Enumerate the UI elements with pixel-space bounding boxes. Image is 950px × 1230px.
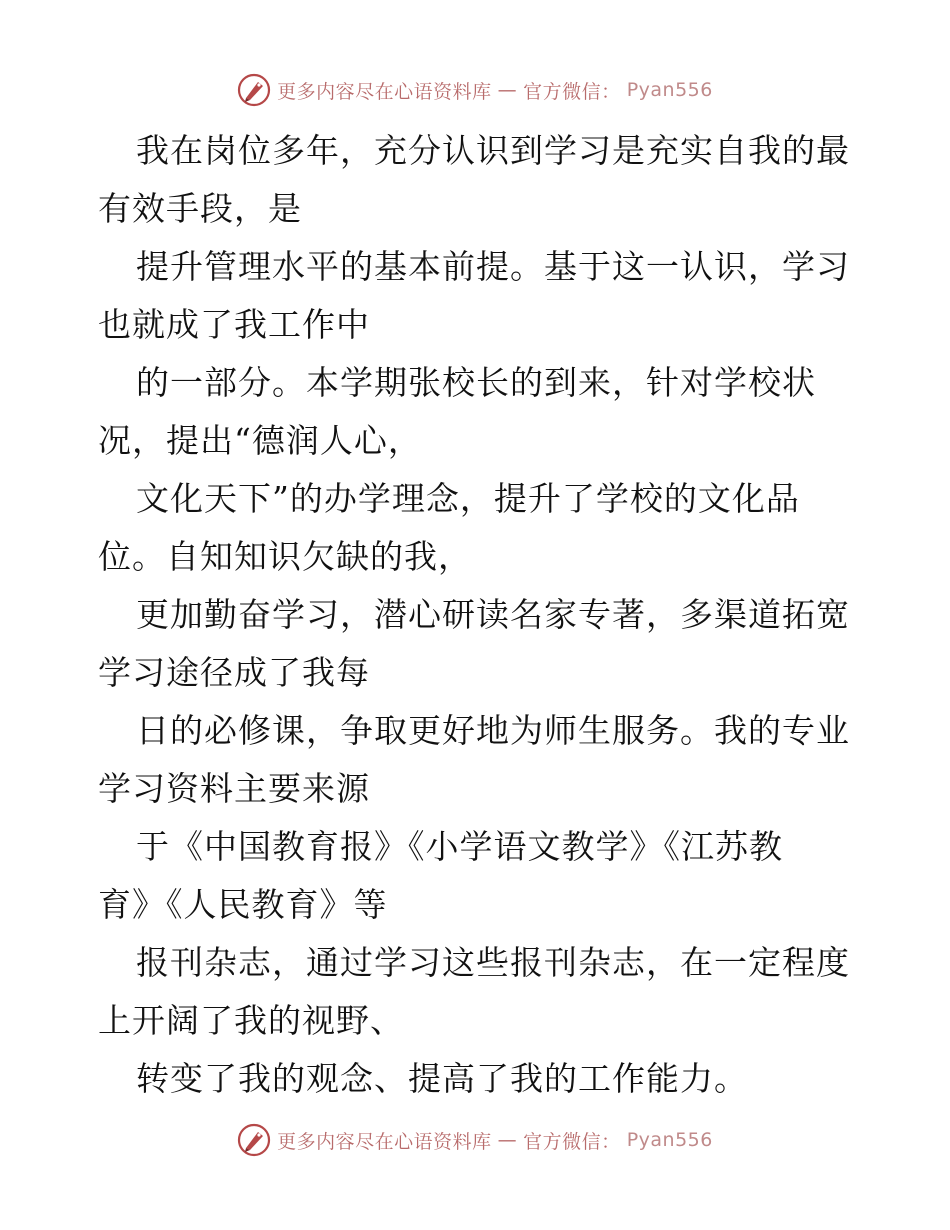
body-line: 位。自知知识欠缺的我，	[98, 537, 472, 576]
body-line: 我在岗位多年，充分认识到学习是充实自我的最	[136, 131, 850, 170]
document-body	[98, 122, 858, 1108]
watermark-label: 官方微信：	[523, 80, 621, 103]
body-line: 学习途径成了我每	[98, 653, 370, 692]
watermark-separator: —	[497, 1129, 518, 1151]
body-line: 的一部分。本学期张校长的到来，针对学校状	[136, 363, 816, 402]
body-line: 也就成了我工作中	[98, 305, 370, 344]
body-line: 有效手段，是	[98, 189, 302, 228]
pen-nib-logo-icon	[237, 1123, 271, 1157]
page-header	[0, 70, 950, 110]
page-footer	[0, 1120, 950, 1160]
body-line: 于《中国教育报》《小学语文教学》《江苏教	[136, 827, 783, 866]
body-line: 更加勤奋学习，潜心研读名家专著，多渠道拓宽	[136, 595, 850, 634]
body-line: 上开阔了我的视野、	[98, 1001, 404, 1040]
watermark-label: 官方微信：	[523, 1130, 621, 1153]
watermark-wechat-id: Pyan556	[626, 79, 713, 101]
body-line: 况，提出“德润人心，	[98, 421, 422, 460]
watermark-site-text: 更多内容尽在心语资料库	[277, 1130, 492, 1153]
header-watermark	[237, 73, 713, 107]
body-line: 育》《人民教育》等	[98, 885, 388, 924]
body-line: 报刊杂志，通过学习这些报刊杂志，在一定程度	[136, 943, 850, 982]
body-line: 提升管理水平的基本前提。基于这一认识，学习	[136, 247, 850, 286]
footer-watermark	[237, 1123, 713, 1157]
body-line: 文化天下”的办学理念，提升了学校的文化品	[136, 479, 800, 518]
body-line: 日的必修课，争取更好地为师生服务。我的专业	[136, 711, 850, 750]
watermark-separator: —	[497, 79, 518, 101]
pen-nib-logo-icon	[237, 73, 271, 107]
body-line: 转变了我的观念、提高了我的工作能力。	[136, 1059, 748, 1098]
watermark-site-text: 更多内容尽在心语资料库	[277, 80, 492, 103]
body-line: 学习资料主要来源	[98, 769, 370, 808]
watermark-wechat-id: Pyan556	[626, 1129, 713, 1151]
